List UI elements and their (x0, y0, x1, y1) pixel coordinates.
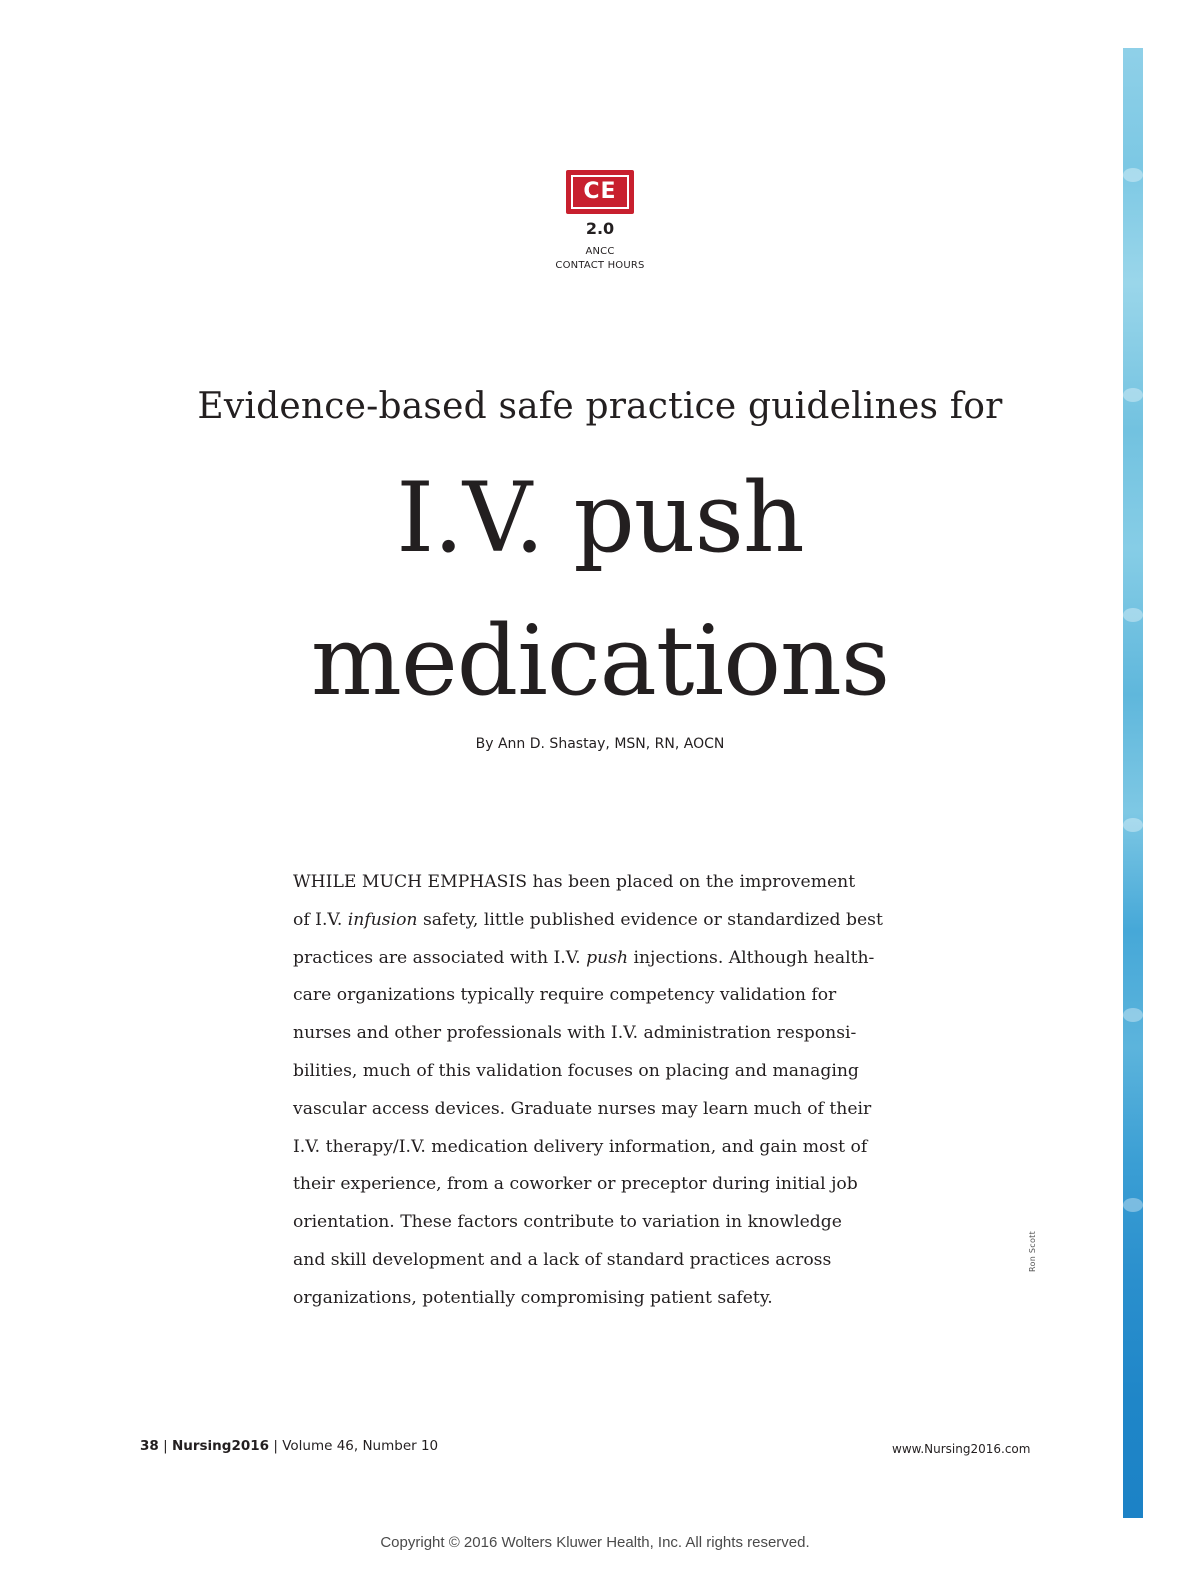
body-line (293, 1015, 913, 1053)
body-line (293, 864, 913, 902)
body-line (293, 1204, 913, 1242)
ce-badge-label: CE (571, 175, 629, 209)
body-text-run: nurses and other professionals with I.V. administration responsi- (293, 1023, 857, 1044)
body-text-run: their experience, from a coworker or preceptor during initial job (293, 1174, 858, 1195)
body-text-run: organizations, potentially compromising patient safety. (293, 1287, 773, 1308)
body-line (293, 1053, 913, 1091)
footer-separator: | (163, 1438, 168, 1454)
body-text-run: injections. Although health- (628, 947, 875, 968)
body-line (293, 940, 913, 978)
body-text-run: safety, little published evidence or standardized best (417, 909, 883, 930)
water-photo-strip (1123, 48, 1143, 1518)
body-text-run: of I.V. (293, 909, 348, 930)
copyright-notice: Copyright © 2016 Wolters Kluwer Health, Inc. All rights reserved. (380, 1534, 810, 1551)
body-text-run: bilities, much of this validation focuses on placing and managing (293, 1060, 859, 1081)
photo-credit: Ron Scott (1028, 1230, 1037, 1272)
wave-highlight (1123, 1198, 1143, 1212)
body-line (293, 1166, 913, 1204)
body-line (293, 1129, 913, 1167)
body-line (293, 902, 913, 940)
body-text-run: orientation. These factors contribute to variation in knowledge (293, 1212, 842, 1233)
journal-name: Nursing2016 (171, 1438, 270, 1454)
article-title-line-1: I.V. push (396, 462, 804, 574)
body-text-run: practices are associated with I.V. (293, 947, 587, 968)
body-text-run: WHILE MUCH EMPHASIS has been placed on the improvement (293, 872, 856, 892)
article-title-line-2: medications (310, 605, 890, 717)
wave-highlight (1123, 1008, 1143, 1022)
body-line (293, 977, 913, 1015)
ce-contact-hours-value: 2.0 (585, 219, 615, 238)
issue-info: Volume 46, Number 10 (282, 1438, 439, 1454)
ce-accreditor: ANCC (585, 246, 615, 257)
body-text-run: I.V. therapy/I.V. medication delivery information, and gain most of (293, 1136, 868, 1157)
article-kicker: Evidence-based safe practice guidelines for (197, 386, 1003, 427)
wave-highlight (1123, 818, 1143, 832)
body-line (293, 1091, 913, 1129)
article-byline: By Ann D. Shastay, MSN, RN, AOCN (475, 736, 725, 752)
body-emphasis: infusion (347, 909, 418, 930)
page-number: 38 (140, 1438, 159, 1454)
journal-website: www.Nursing2016.com (892, 1442, 1031, 1456)
wave-highlight (1123, 168, 1143, 182)
body-text-run: and skill development and a lack of standard practices across (293, 1249, 832, 1270)
body-text-run: vascular access devices. Graduate nurses may learn much of their (293, 1098, 872, 1119)
body-text-run: care organizations typically require competency validation for (293, 985, 837, 1006)
body-line (293, 1242, 913, 1280)
ce-contact-hours-label: CONTACT HOURS (555, 260, 645, 271)
body-line (293, 1280, 913, 1318)
body-emphasis: push (586, 947, 629, 968)
article-body (293, 864, 913, 1318)
footer-issue-info (140, 1438, 438, 1454)
footer-separator: | (273, 1438, 278, 1454)
ce-badge (566, 170, 634, 214)
